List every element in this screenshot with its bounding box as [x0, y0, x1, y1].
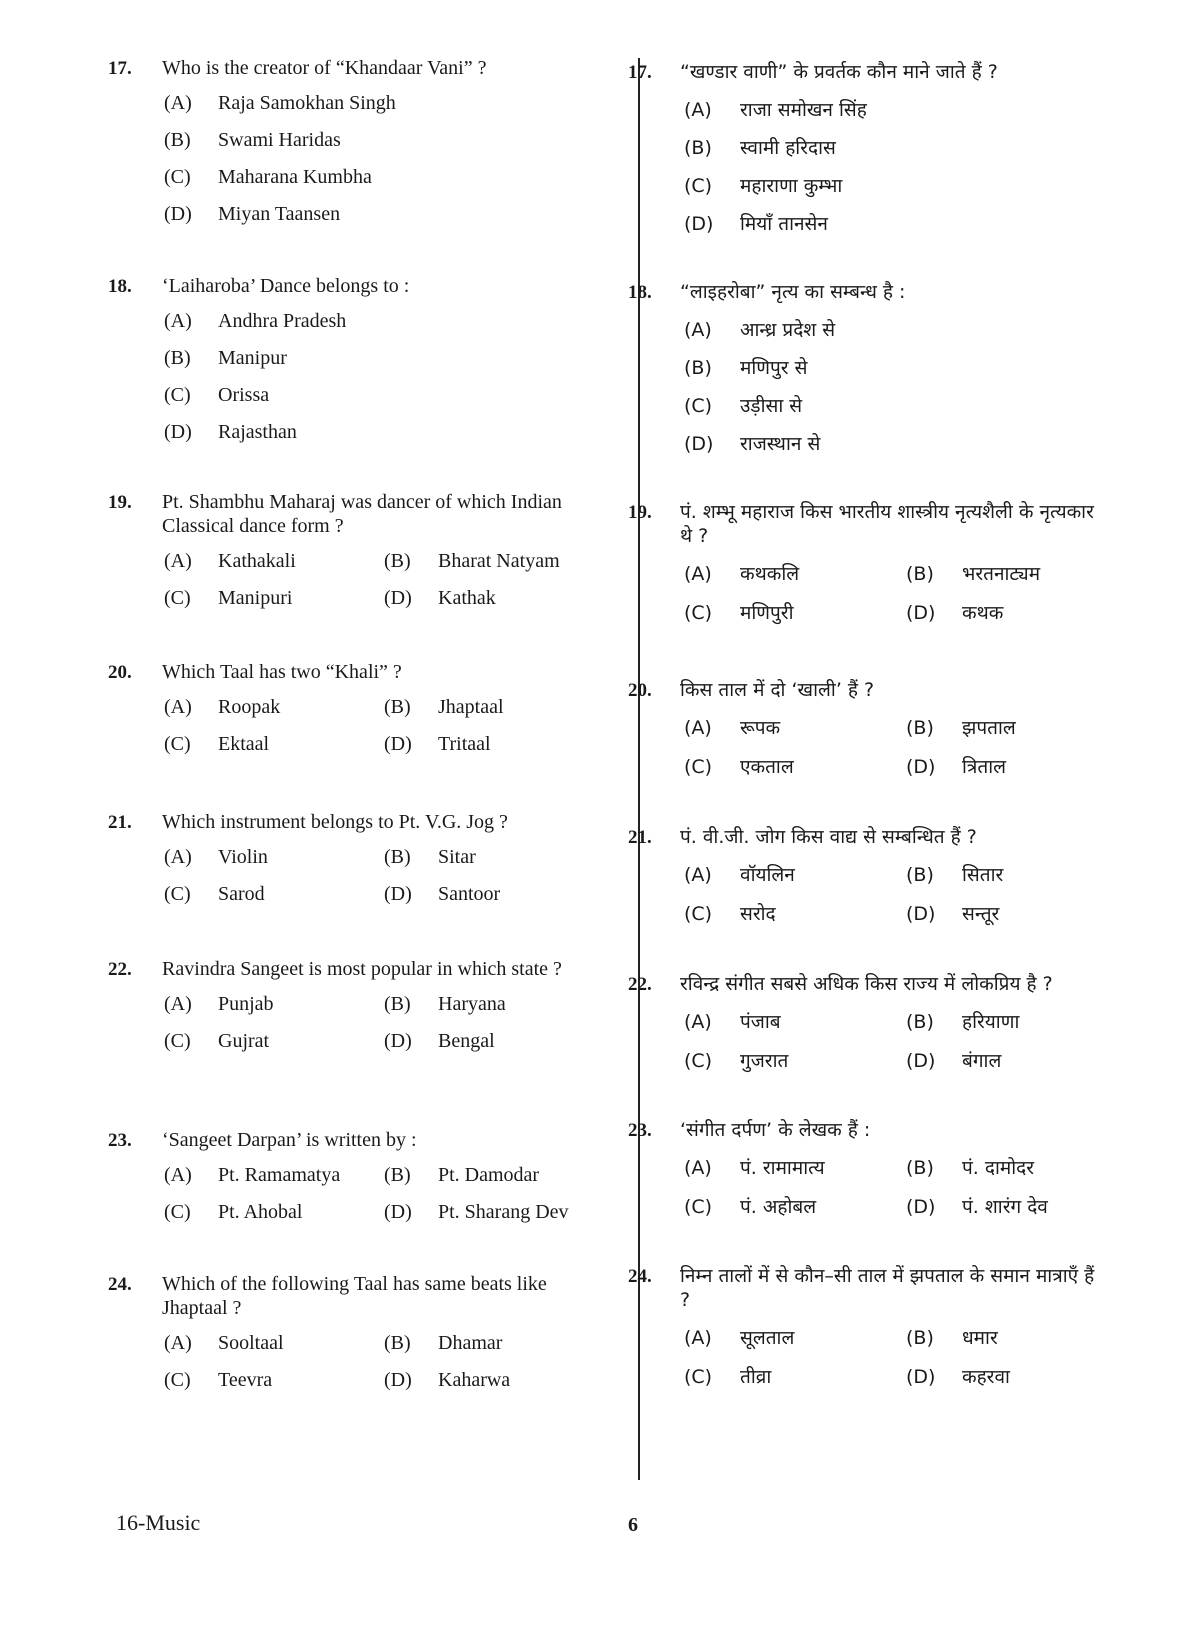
option-label: (D) [384, 1030, 412, 1052]
option-label: (B) [684, 137, 712, 159]
option-b [384, 696, 504, 719]
option-label: (C) [684, 602, 713, 624]
question-number: 22. [628, 974, 652, 995]
option-a [164, 696, 280, 719]
option-d [906, 1193, 1048, 1219]
option-a [164, 1164, 340, 1187]
option-text: गुजरात [740, 1050, 789, 1072]
option-text: Pt. Ahobal [218, 1201, 303, 1223]
question-number: 18. [108, 276, 132, 297]
option-c [684, 1363, 771, 1389]
option-label: (A) [684, 319, 712, 341]
question-text: Which instrument belongs to Pt. V.G. Jog ? [162, 811, 508, 833]
option-label: (B) [906, 864, 934, 886]
option-text: पं. दामोदर [962, 1157, 1035, 1179]
option-label: (B) [906, 1157, 934, 1179]
question-number: 17. [628, 62, 652, 83]
question-text: Which Taal has two “Khali” ? [162, 661, 402, 683]
option-label: (D) [384, 587, 412, 609]
option-a [684, 96, 867, 122]
option-label: (B) [384, 846, 411, 868]
option-label: (A) [164, 1164, 192, 1186]
option-label: (D) [906, 1050, 936, 1072]
option-b [906, 1324, 998, 1350]
option-label: (C) [164, 1030, 191, 1052]
option-a [164, 1332, 284, 1355]
question-text: ‘संगीत दर्पण’ के लेखक हैं : [680, 1119, 871, 1141]
option-d [906, 753, 1006, 779]
option-b [906, 560, 1040, 586]
option-label: (C) [684, 395, 713, 417]
option-d [906, 1047, 1001, 1073]
option-label: (C) [164, 1369, 191, 1391]
option-text: Jhaptaal [438, 696, 504, 718]
option-text: भरतनाट्यम [962, 563, 1041, 585]
option-text: पं. शारंग देव [962, 1196, 1048, 1218]
option-label: (A) [164, 846, 192, 868]
option-label: (C) [164, 166, 191, 188]
option-c [684, 1193, 816, 1219]
option-c [164, 384, 269, 407]
option-label: (D) [684, 213, 714, 235]
footer-subject: 16-Music [116, 1510, 201, 1535]
option-label: (B) [906, 563, 934, 585]
option-text: सितार [962, 864, 1004, 886]
option-text: राजा समोखन सिंह [740, 99, 867, 121]
option-d [164, 421, 297, 444]
option-b [384, 993, 506, 1016]
option-label: (D) [684, 433, 714, 455]
question-number: 24. [628, 1266, 652, 1287]
question-text: Which of the following Taal has same beats like Jhaptaal ? [162, 1273, 547, 1319]
option-label: (D) [164, 421, 192, 443]
option-c [164, 1030, 269, 1053]
option-text: Teevra [218, 1369, 273, 1391]
option-b [384, 846, 476, 869]
option-label: (D) [164, 203, 192, 225]
option-text: सरोद [740, 903, 776, 925]
question-number: 24. [108, 1274, 132, 1295]
option-text: पंजाब [740, 1011, 781, 1033]
question-number: 21. [628, 827, 652, 848]
option-label: (A) [164, 92, 192, 114]
option-b [906, 1154, 1034, 1180]
option-label: (A) [164, 550, 192, 572]
option-c [164, 166, 372, 189]
option-label: (C) [684, 756, 713, 778]
option-c [684, 900, 776, 926]
option-a [164, 993, 274, 1016]
question-number: 19. [108, 492, 132, 513]
option-text: Tritaal [438, 733, 491, 755]
option-text: कथकलि [740, 563, 800, 585]
option-label: (B) [906, 717, 934, 739]
option-a [684, 861, 795, 887]
option-label: (C) [684, 903, 713, 925]
option-text: कहरवा [962, 1366, 1010, 1388]
question-text: ‘Laiharoba’ Dance belongs to : [162, 275, 410, 297]
option-text: उड़ीसा से [740, 395, 803, 417]
option-b [384, 550, 560, 573]
option-text: झपताल [962, 717, 1016, 739]
option-label: (D) [906, 756, 936, 778]
option-text: Pt. Sharang Dev [438, 1201, 569, 1223]
option-b [906, 1008, 1019, 1034]
option-text: धमार [962, 1327, 998, 1349]
question-number: 21. [108, 812, 132, 833]
option-a [684, 714, 780, 740]
option-text: Punjab [218, 993, 274, 1015]
option-label: (B) [384, 696, 411, 718]
question-number: 23. [628, 1120, 652, 1141]
question-number: 18. [628, 282, 652, 303]
option-label: (A) [684, 1011, 712, 1033]
option-text: Maharana Kumbha [218, 166, 372, 188]
option-text: महाराणा कुम्भा [740, 175, 843, 197]
option-a [164, 92, 396, 115]
option-d [384, 1369, 510, 1392]
option-text: Ektaal [218, 733, 270, 755]
option-label: (D) [906, 903, 936, 925]
option-c [164, 1201, 302, 1224]
option-text: सन्तूर [962, 903, 1000, 925]
option-label: (A) [164, 1332, 192, 1354]
option-text: Sooltaal [218, 1332, 284, 1354]
option-a [164, 550, 296, 573]
option-d [384, 1201, 569, 1224]
question-text: निम्न तालों में से कौन–सी ताल में झपताल के समान मात्राएँ हैं ? [680, 1265, 1095, 1311]
option-text: Orissa [218, 384, 270, 406]
option-d [164, 203, 340, 226]
option-text: Haryana [438, 993, 506, 1015]
option-label: (B) [384, 550, 411, 572]
option-label: (C) [164, 883, 191, 905]
option-a [684, 1324, 794, 1350]
option-label: (C) [684, 1050, 713, 1072]
option-text: Raja Samokhan Singh [218, 92, 396, 114]
question-text: Ravindra Sangeet is most popular in which state ? [162, 958, 562, 980]
option-label: (B) [384, 1164, 411, 1186]
option-label: (B) [906, 1327, 934, 1349]
question-text: रविन्द्र संगीत सबसे अधिक किस राज्य में लोकप्रिय है ? [680, 973, 1053, 995]
option-label: (C) [684, 1196, 713, 1218]
question-number: 17. [108, 58, 132, 79]
option-text: राजस्थान से [740, 433, 821, 455]
option-label: (A) [684, 99, 712, 121]
option-label: (C) [684, 1366, 713, 1388]
option-text: आन्ध्र प्रदेश से [740, 319, 836, 341]
option-d [906, 900, 999, 926]
question-number: 22. [108, 959, 132, 980]
option-label: (D) [906, 1366, 936, 1388]
option-d [384, 1030, 495, 1053]
option-c [684, 1047, 788, 1073]
option-d [384, 733, 491, 756]
option-label: (A) [684, 864, 712, 886]
option-text: Pt. Ramamatya [218, 1164, 341, 1186]
option-c [684, 753, 794, 779]
option-d [684, 430, 820, 456]
option-d [906, 1363, 1010, 1389]
question-text: “खण्डार वाणी” के प्रवर्तक कौन माने जाते हैं ? [680, 61, 998, 83]
question-text: Pt. Shambhu Maharaj was dancer of which Indian Classical dance form ? [162, 491, 562, 537]
option-b [684, 134, 836, 160]
option-label: (A) [684, 1157, 712, 1179]
option-text: पं. अहोबल [740, 1196, 817, 1218]
page-number: 6 [628, 1514, 638, 1536]
option-label: (B) [684, 357, 712, 379]
option-label: (A) [164, 310, 192, 332]
option-label: (D) [384, 1201, 412, 1223]
question-number: 19. [628, 502, 652, 523]
option-text: Bengal [438, 1030, 495, 1052]
option-c [684, 599, 794, 625]
option-a [164, 310, 346, 333]
option-a [684, 1154, 825, 1180]
option-text: मियाँ तानसेन [740, 213, 828, 235]
question-text: Who is the creator of “Khandaar Vani” ? [162, 57, 487, 79]
option-c [164, 883, 265, 906]
option-text: Santoor [438, 883, 501, 905]
option-text: वॉयलिन [740, 864, 795, 886]
option-label: (B) [384, 993, 411, 1015]
option-text: Andhra Pradesh [218, 310, 347, 332]
option-text: त्रिताल [962, 756, 1007, 778]
option-text: Miyan Taansen [218, 203, 341, 225]
option-d [906, 599, 1003, 625]
option-d [384, 587, 496, 610]
option-text: रूपक [740, 717, 781, 739]
option-text: मणिपुर से [740, 357, 808, 379]
option-b [384, 1332, 502, 1355]
option-text: Violin [218, 846, 268, 868]
option-b [906, 714, 1016, 740]
question-number: 23. [108, 1130, 132, 1151]
option-text: Roopak [218, 696, 281, 718]
option-label: (A) [684, 563, 712, 585]
option-text: मणिपुरी [740, 602, 794, 624]
option-label: (A) [164, 993, 192, 1015]
option-text: बंगाल [962, 1050, 1002, 1072]
option-label: (D) [384, 883, 412, 905]
option-label: (C) [164, 587, 191, 609]
option-label: (C) [684, 175, 713, 197]
option-c [684, 172, 842, 198]
option-text: एकताल [740, 756, 794, 778]
option-a [684, 560, 799, 586]
question-text: ‘Sangeet Darpan’ is written by : [162, 1129, 417, 1151]
option-text: Bharat Natyam [438, 550, 560, 572]
option-a [684, 1008, 781, 1034]
option-text: Kaharwa [438, 1369, 511, 1391]
question-text: पं. शम्भू महाराज किस भारतीय शास्त्रीय नृत्यशैली के नृत्यकार थे ? [680, 501, 1094, 547]
option-text: पं. रामामात्य [740, 1157, 825, 1179]
option-b [384, 1164, 539, 1187]
option-b [684, 354, 807, 380]
option-b [164, 347, 287, 370]
option-d [384, 883, 500, 906]
option-label: (A) [684, 717, 712, 739]
question-text: “लाइहरोबा” नृत्य का सम्बन्ध है : [680, 281, 906, 303]
option-c [164, 733, 269, 756]
option-text: Rajasthan [218, 421, 297, 443]
option-text: Pt. Damodar [438, 1164, 540, 1186]
option-label: (A) [164, 696, 192, 718]
option-label: (C) [164, 733, 191, 755]
question-number: 20. [108, 662, 132, 683]
option-label: (C) [164, 384, 191, 406]
question-text: पं. वी.जी. जोग किस वाद्य से सम्बन्धित हैं ? [680, 826, 977, 848]
option-text: हरियाणा [962, 1011, 1020, 1033]
option-text: Sarod [218, 883, 265, 905]
option-label: (D) [384, 1369, 412, 1391]
question-text: किस ताल में दो ‘खाली’ हैं ? [680, 679, 875, 701]
question-number: 20. [628, 680, 652, 701]
option-label: (B) [384, 1332, 411, 1354]
option-text: Gujrat [218, 1030, 270, 1052]
option-label: (D) [906, 1196, 936, 1218]
option-text: Sitar [438, 846, 476, 868]
option-label: (D) [906, 602, 936, 624]
option-label: (D) [384, 733, 412, 755]
option-d [684, 210, 828, 236]
option-c [684, 392, 802, 418]
option-text: तीव्रा [740, 1366, 772, 1388]
option-text: स्वामी हरिदास [740, 137, 836, 159]
option-label: (B) [164, 347, 191, 369]
option-a [684, 316, 835, 342]
option-text: Swami Haridas [218, 129, 341, 151]
option-text: Kathakali [218, 550, 296, 572]
option-label: (B) [164, 129, 191, 151]
option-label: (A) [684, 1327, 712, 1349]
option-b [164, 129, 341, 152]
option-b [906, 861, 1003, 887]
option-text: Manipuri [218, 587, 293, 609]
option-text: Dhamar [438, 1332, 503, 1354]
option-c [164, 587, 292, 610]
option-text: कथक [962, 602, 1004, 624]
option-a [164, 846, 268, 869]
option-text: Manipur [218, 347, 287, 369]
option-text: Kathak [438, 587, 496, 609]
option-label: (C) [164, 1201, 191, 1223]
option-label: (B) [906, 1011, 934, 1033]
option-text: सूलताल [740, 1327, 795, 1349]
option-c [164, 1369, 272, 1392]
